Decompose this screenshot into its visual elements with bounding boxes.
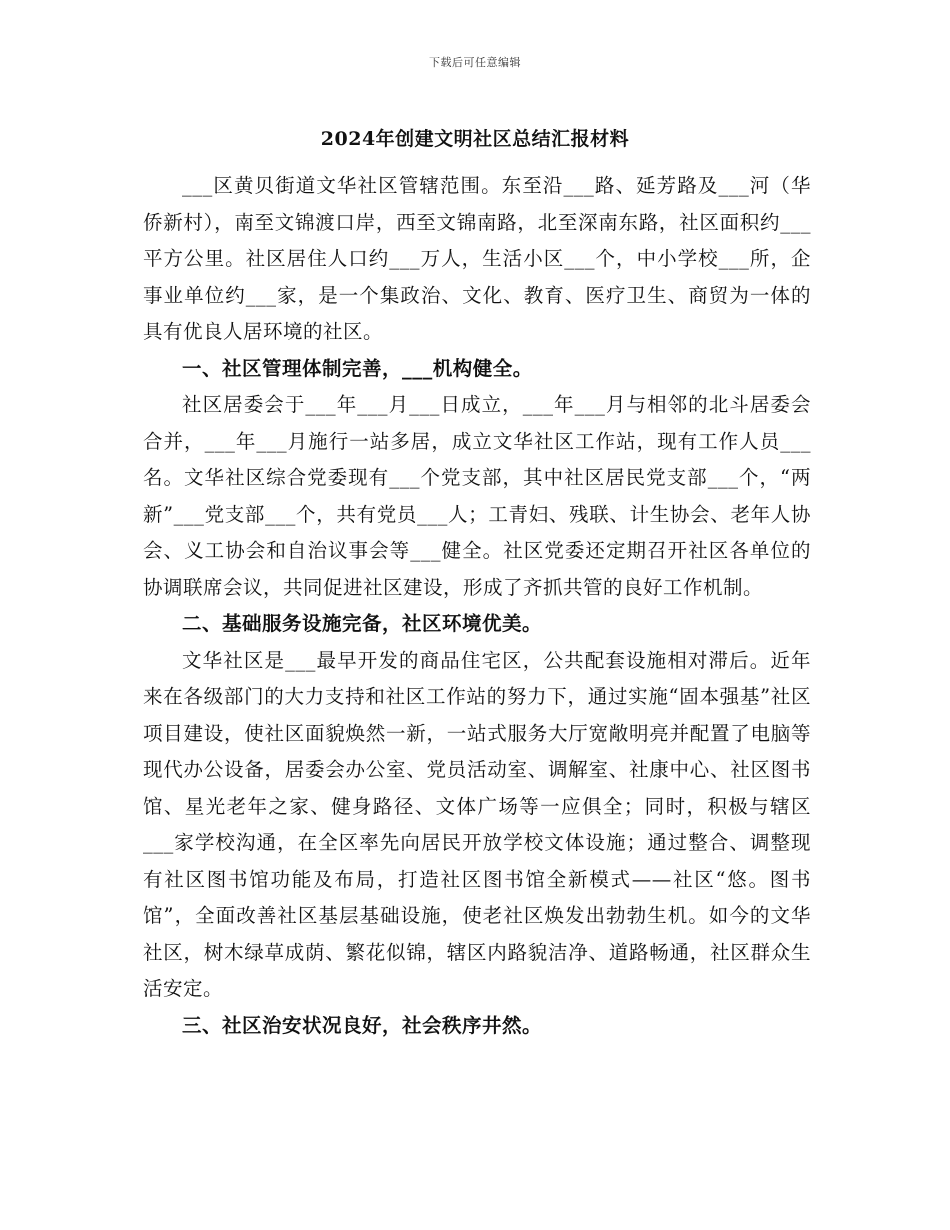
document-title: 2024年创建文明社区总结汇报材料 [320,128,630,150]
section-body-2: 文华社区是___最早开发的商品住宅区，公共配套设施相对滞后。近年来在各级部门的大力支持和社区工作站的努力下，通过实施“固本强基”社区项目建设，使社区面貌焕然一新，一站式服务大厅宽敞明亮并配置了电脑等现代办公设备，居委会办公室、党员活动室、调解室、社康中心、社区图书馆、星光老年之家、健身路径、文体广场等一应俱全；同时，积极与辖区___家学校沟通，在全区率先向居民开放学校文体设施；通过整合、调整现有社区图书馆功能及布局，打造社区图书馆全新模式——社区“悠。图书馆”，全面改善社区基层基础设施，使老社区焕发出勃勃生机。如今的文华社区，树木绿草成荫、繁花似锦，辖区内路貌洁净、道路畅通，社区群众生活安定。 [143,648,811,1000]
section-body-1: 社区居委会于___年___月___日成立，___年___月与相邻的北斗居委会合并，___年___月施行一站多居，成立文华社区工作站，现有工作人员___名。文华社区综合党委现有___个党支部，其中社区居民党支部___个，“两新”___党支部___个，共有党员___人；工青妇、残联、计生协会、老年人协会、义工协会和自治议事会等___健全。社区党委还定期召开社区各单位的协调联席会议，共同促进社区建设，形成了齐抓共管的良好工作机制。 [143,393,811,599]
section-heading-1: 一、社区管理体制完善，___机构健全。 [182,356,533,380]
section-heading-2: 二、基础服务设施完备，社区环境优美。 [182,612,543,635]
header-note: 下载后可任意编辑 [429,56,521,69]
document-body [143,168,811,1044]
section-heading-3: 三、社区治安状况良好，社会秩序井然。 [182,1013,543,1037]
intro-paragraph: ___区黄贝街道文华社区管辖范围。东至沿___路、延芳路及___河（华侨新村），南至文锦渡口岸，西至文锦南路，北至深南东路，社区面积约___平方公里。社区居住人口约___万人，生活小区___个，中小学校___所，企事业单位约___家，是一个集政治、文化、教育、医疗卫生、商贸为一体的具有优良人居环境的社区。 [143,174,811,343]
